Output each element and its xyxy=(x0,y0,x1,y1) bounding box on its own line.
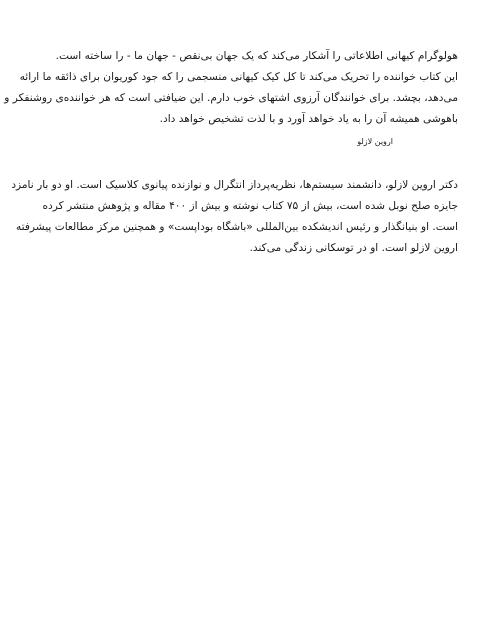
paragraph-line: اروین لازلو است. او در توسکانی زندگی می‌کند. xyxy=(249,242,458,254)
paragraph-line: باهوشی همیشه آن را به یاد خواهد آورد و با لذت تشخیص خواهد داد. xyxy=(159,113,458,125)
paragraph-line: دکتر اروین لازلو، دانشمند سیستم‌ها، نظریه‌پرداز انتگرال و نوازنده پیانوی کلاسیک است. او دو بار نامزد xyxy=(11,179,458,191)
paragraph-line: می‌دهد، بچشد. برای خوانندگان آرزوی اشتهای خوب دارم. این ضیافتی است که هر خواننده‌ی روشنفکر و xyxy=(4,92,458,104)
paragraph-line: هولوگرام کیهانی اطلاعاتی را آشکار می‌کند که یک جهان بی‌نقص - جهان ما - را ساخته است. xyxy=(55,50,458,62)
foreword-paragraph xyxy=(4,46,458,130)
author-signature: اروین لازلو xyxy=(357,137,393,146)
paragraph-line: این کتاب خواننده را تحریک می‌کند تا کل کیک کیهانی منسجمی را که جود کوریوان برای ذائقه ما ارائه xyxy=(19,71,458,83)
author-bio-paragraph xyxy=(11,175,458,259)
paragraph-line: جایزه صلح نوبل شده است، بیش از ۷۵ کتاب نوشته و بیش از ۴۰۰ مقاله و پژوهش منتشر کرده xyxy=(42,200,458,212)
paragraph-line: است. او بنیانگذار و رئیس اندیشکده بین‌المللی «باشگاه بوداپست» و همچنین مرکز مطالعات پیشرفته xyxy=(15,221,458,233)
